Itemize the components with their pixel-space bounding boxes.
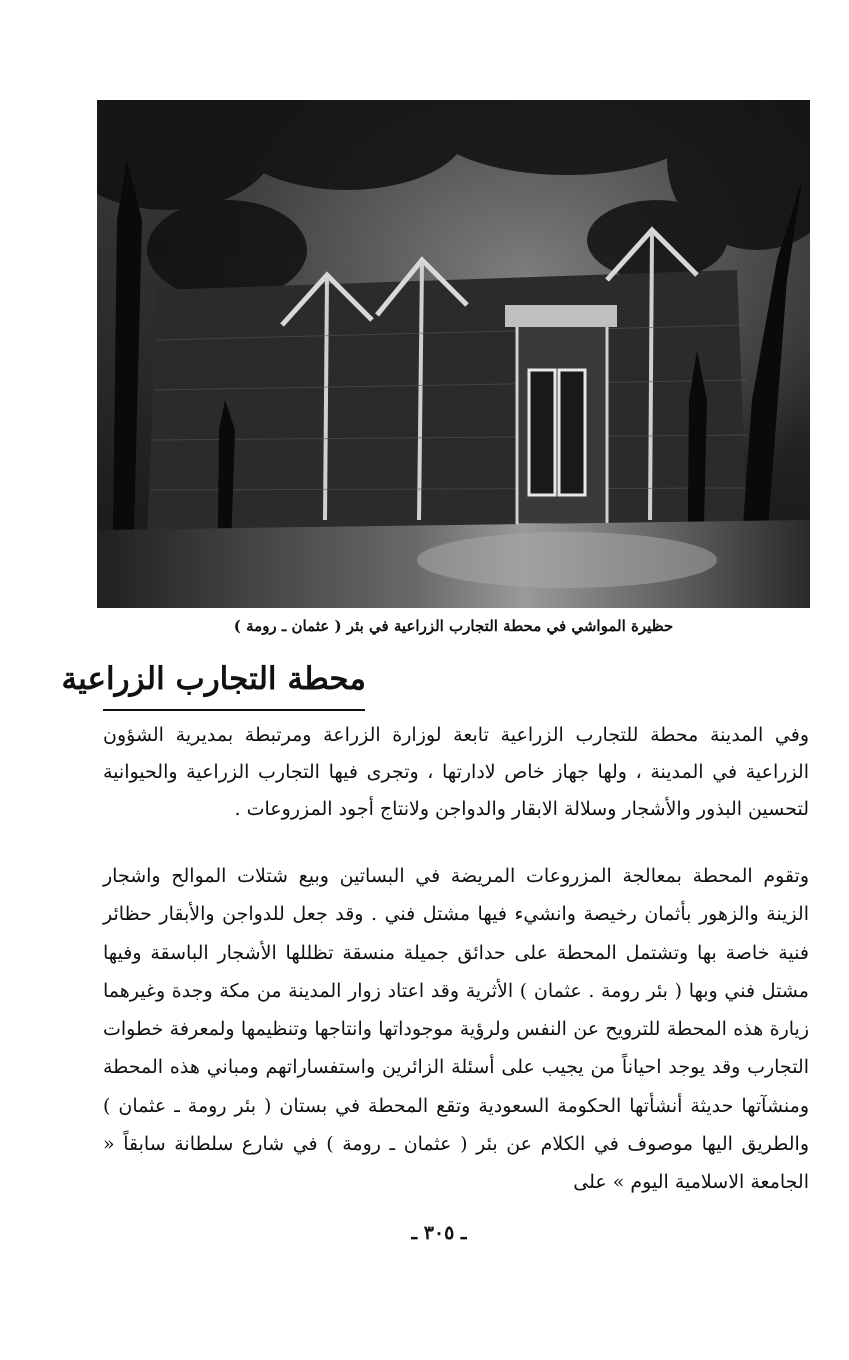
heading-underline	[103, 709, 365, 711]
section-heading: محطة التجارب الزراعية	[61, 661, 366, 697]
greenhouse-photo	[97, 100, 810, 608]
paragraph-1: وفي المدينة محطة للتجارب الزراعية تابعة لوزارة الزراعة ومرتبطة بمديرية الشؤون الزراعية في المدينة ، ولها جهاز خاص لادارتها ، وتجرى فيها التجارب الزراعية والحيوانية لتحسين البذور والأشجار وسلالة الابقار والدواجن ولانتاج أجود المزروعات .	[103, 724, 809, 820]
section-heading-wrap	[61, 652, 366, 706]
page-number: ـ ٣٠٥ ـ	[411, 1222, 467, 1244]
paragraph-2: وتقوم المحطة بمعالجة المزروعات المريضة في البساتين وبيع شتلات الموالح واشجار الزينة والزهور بأثمان رخيصة وانشيء فيها مشتل فني . وقد جعل للدواجن والأبقار حظائر فنية خاصة بها وتشتمل المحطة على حدائق جميلة منسقة تظللها الأشجار الباسقة وفيها مشتل فني وبها ( بئر رومة . عثمان ) الأثرية وقد اعتاد زوار المدينة من مكة وجدة وغيرهما زيارة هذه المحطة للترويح عن النفس ولرؤية موجوداتها وانتاجها وتنظيمها ولمعرفة خطوات التجارب وقد يوجد احياناً من يجيب على أسئلة الزائرين واستفساراتهم ومباني هذه المحطة ومنشآتها حديثة أنشأتها الحكومة السعودية وتقع المحطة في بستان ( بئر رومة ـ عثمان ) والطريق اليها موصوف في الكلام عن بئر ( عثمان ـ رومة ) في شارع سلطانة سابقاً « الجامعة الاسلامية اليوم » على	[103, 865, 809, 1194]
photo-caption: حظيرة المواشي في محطة التجارب الزراعية في بئر ( عثمان ـ رومة )	[233, 617, 674, 635]
